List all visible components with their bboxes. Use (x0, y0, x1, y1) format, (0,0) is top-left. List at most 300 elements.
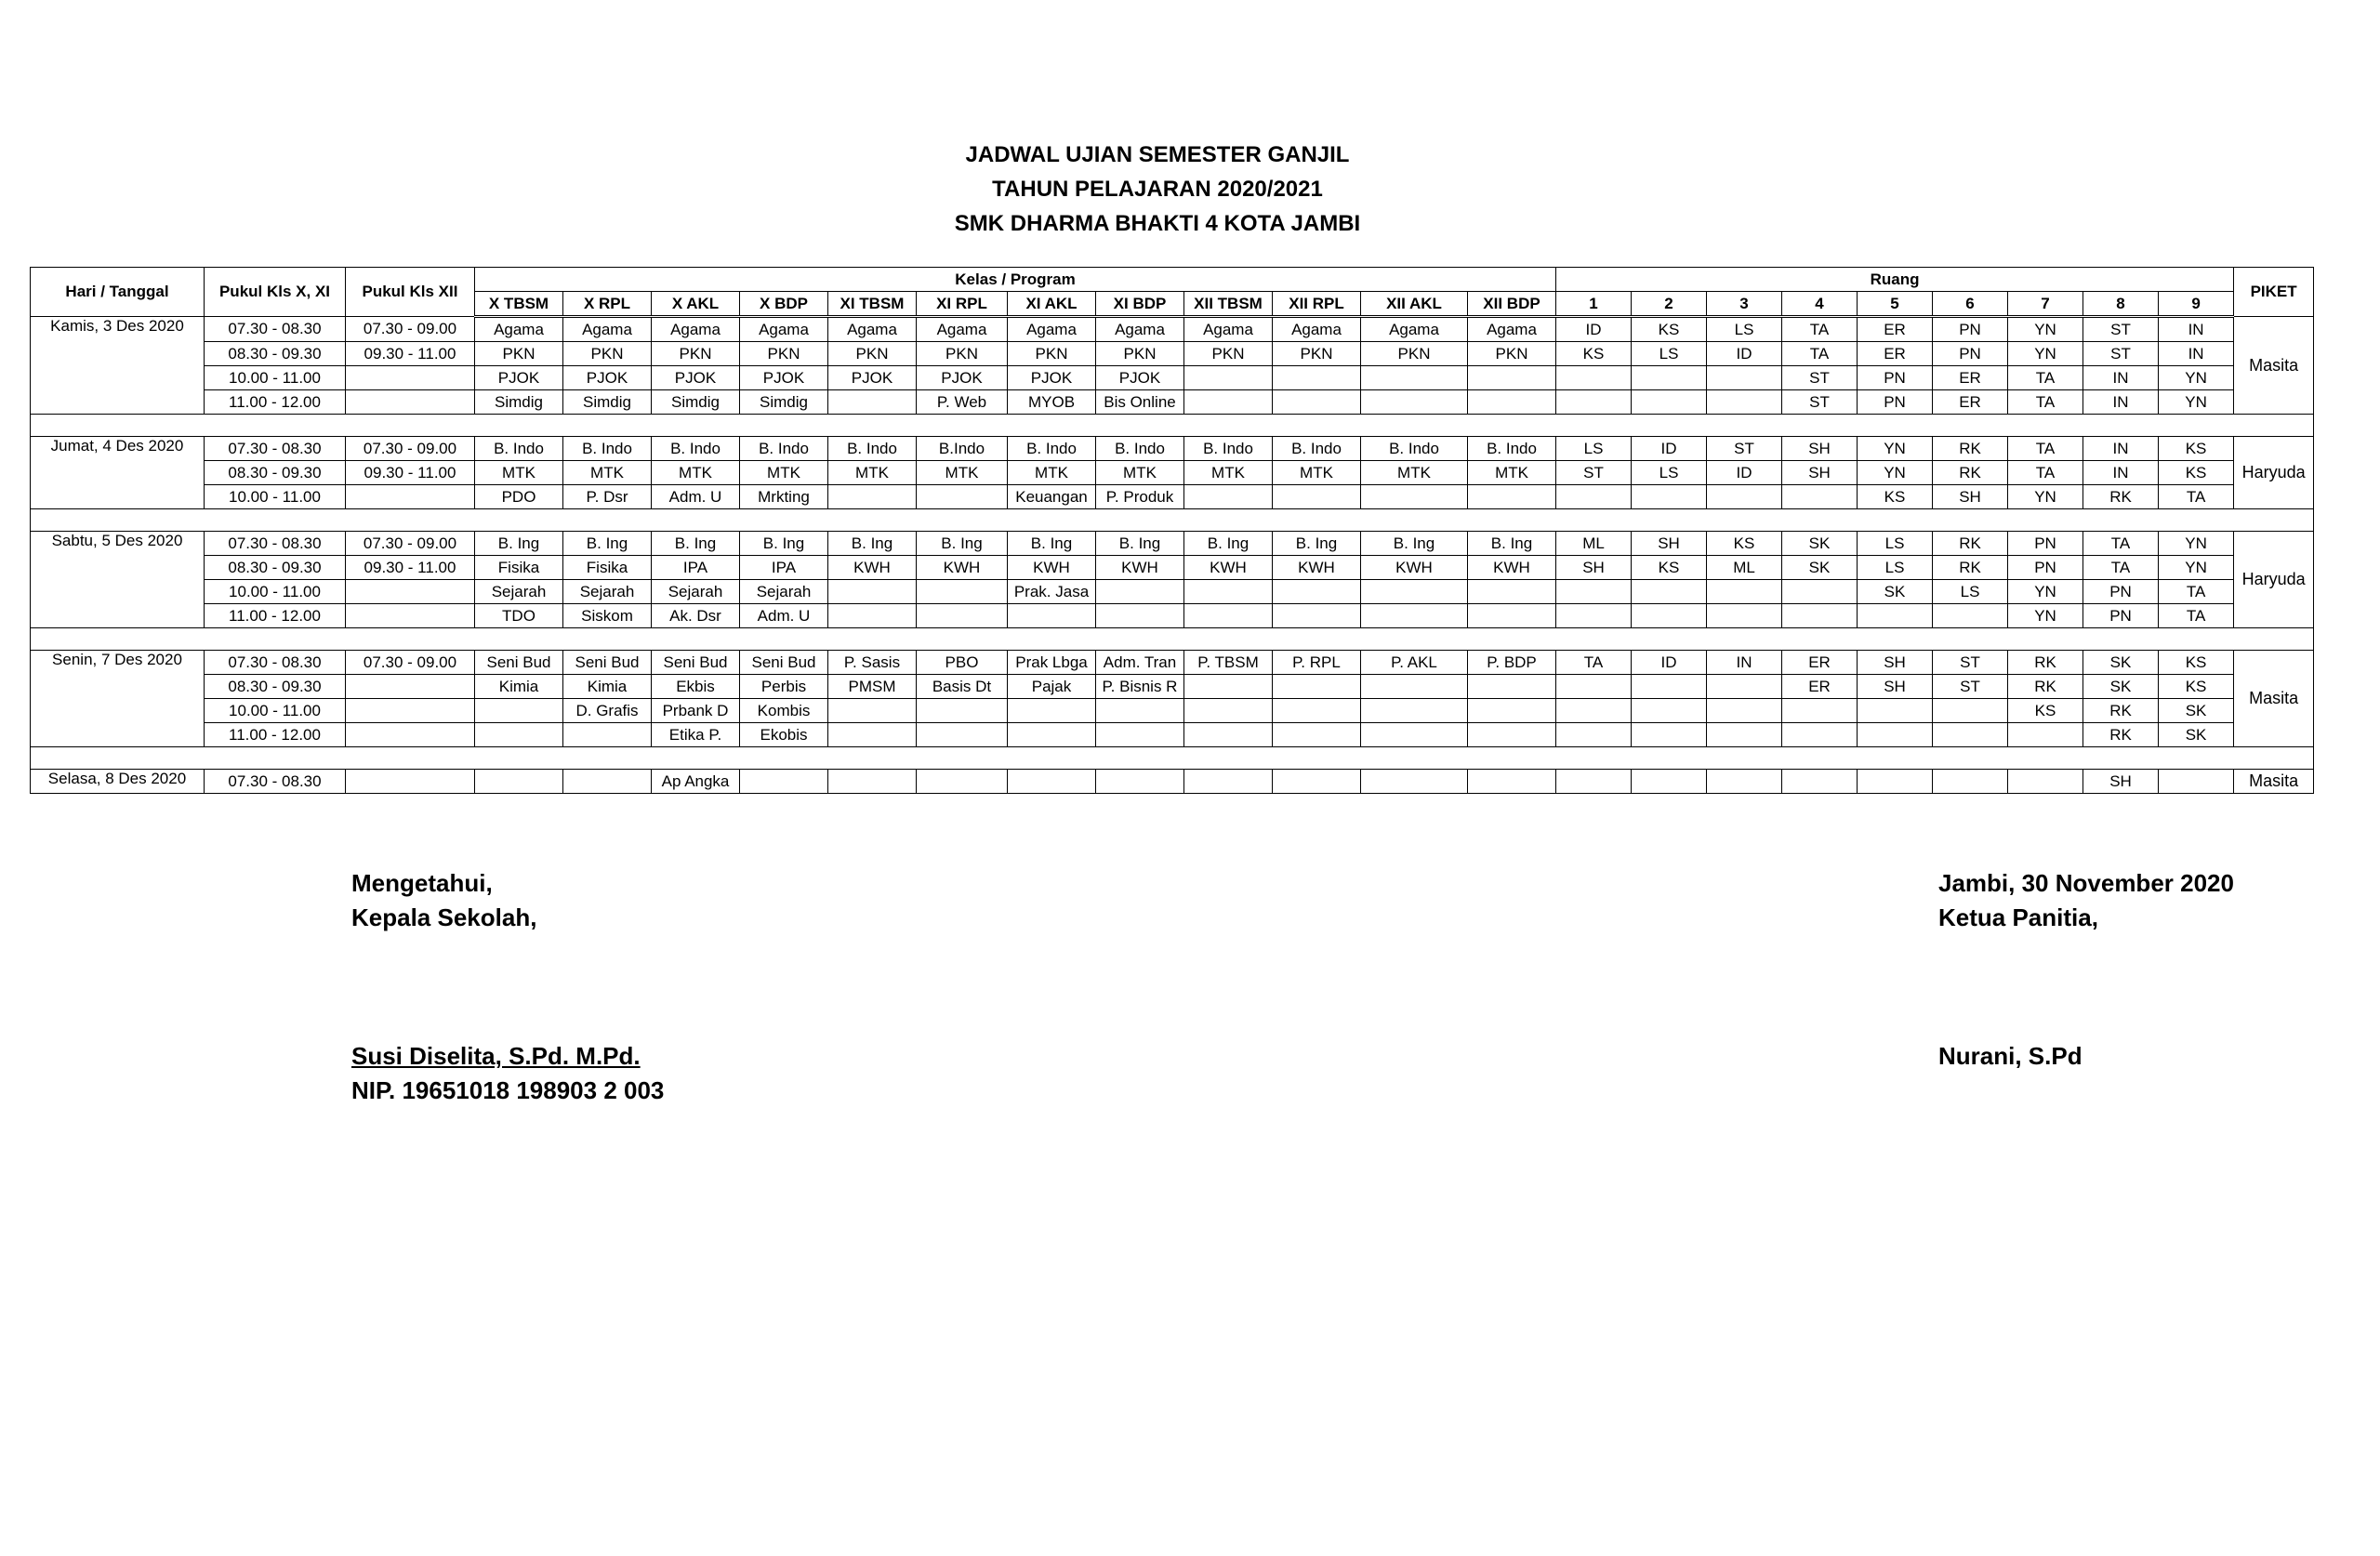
room-proctor-cell (1632, 390, 1707, 415)
subject-cell (917, 723, 1008, 747)
subject-cell: MTK (1361, 461, 1468, 485)
subject-cell (917, 485, 1008, 509)
subject-cell: PKN (475, 342, 563, 366)
subject-cell: PDO (475, 485, 563, 509)
subject-cell: Agama (828, 317, 917, 342)
subject-cell: P. Sasis (828, 651, 917, 675)
time-x-xi-cell: 07.30 - 08.30 (205, 770, 346, 794)
subject-cell (1468, 699, 1556, 723)
room-proctor-cell: TA (2008, 461, 2083, 485)
subject-cell (1468, 604, 1556, 628)
room-proctor-cell: LS (1707, 317, 1782, 342)
subject-cell: B. Ing (1008, 532, 1096, 556)
subject-cell: MTK (828, 461, 917, 485)
subject-cell: PKN (1361, 342, 1468, 366)
room-proctor-cell: SH (1556, 556, 1632, 580)
time-x-xi-cell: 07.30 - 08.30 (205, 651, 346, 675)
room-proctor-cell (1632, 770, 1707, 794)
subject-cell (1273, 604, 1361, 628)
room-proctor-cell: PN (1933, 342, 2008, 366)
subject-cell: KWH (1468, 556, 1556, 580)
time-xii-cell (346, 723, 475, 747)
time-x-xi-cell: 10.00 - 11.00 (205, 699, 346, 723)
subject-cell (1184, 366, 1273, 390)
room-proctor-cell: RK (2083, 723, 2159, 747)
room-proctor-cell: YN (2159, 532, 2234, 556)
time-x-xi-cell: 08.30 - 09.30 (205, 342, 346, 366)
subject-cell (1096, 770, 1184, 794)
room-proctor-cell: ML (1556, 532, 1632, 556)
subject-cell: Agama (475, 317, 563, 342)
room-proctor-cell: PN (1933, 317, 2008, 342)
room-proctor-cell (1933, 770, 2008, 794)
subject-cell: B. Indo (652, 437, 740, 461)
subject-cell: MTK (740, 461, 828, 485)
piket-cell: Haryuda (2234, 437, 2314, 509)
table-row (31, 604, 2314, 628)
time-xii-cell (346, 675, 475, 699)
day-separator (31, 509, 2314, 532)
table-row (31, 723, 2314, 747)
room-proctor-cell: IN (2083, 437, 2159, 461)
header-hari: Hari / Tanggal (31, 268, 205, 317)
header-kelas-1: X RPL (563, 292, 652, 317)
subject-cell (1096, 604, 1184, 628)
subject-cell: PKN (1468, 342, 1556, 366)
day-separator (31, 415, 2314, 437)
subject-cell: B. Indo (1008, 437, 1096, 461)
room-proctor-cell: YN (2159, 556, 2234, 580)
room-proctor-cell (2008, 770, 2083, 794)
room-proctor-cell: PN (2008, 556, 2083, 580)
room-proctor-cell: PN (2083, 580, 2159, 604)
subject-cell (917, 699, 1008, 723)
header-row-1 (31, 268, 2314, 292)
room-proctor-cell: ST (1933, 675, 2008, 699)
title-line-2: TAHUN PELAJARAN 2020/2021 (992, 177, 1323, 202)
subject-cell: PKN (828, 342, 917, 366)
room-proctor-cell: YN (1858, 437, 1933, 461)
time-x-xi-cell: 11.00 - 12.00 (205, 604, 346, 628)
subject-cell (1184, 675, 1273, 699)
subject-cell (1361, 604, 1468, 628)
subject-cell: B. Indo (1096, 437, 1184, 461)
room-proctor-cell: YN (2008, 604, 2083, 628)
table-row (31, 485, 2314, 509)
subject-cell (828, 390, 917, 415)
subject-cell (1361, 723, 1468, 747)
subject-cell: MTK (1096, 461, 1184, 485)
time-x-xi-cell: 10.00 - 11.00 (205, 580, 346, 604)
subject-cell: Agama (1008, 317, 1096, 342)
room-proctor-cell (1707, 366, 1782, 390)
subject-cell: Seni Bud (652, 651, 740, 675)
subject-cell: KWH (1008, 556, 1096, 580)
title-line-1: JADWAL UJIAN SEMESTER GANJIL (965, 142, 1350, 167)
room-proctor-cell: KS (1632, 556, 1707, 580)
room-proctor-cell (1933, 699, 2008, 723)
subject-cell (1008, 604, 1096, 628)
room-proctor-cell: IN (1707, 651, 1782, 675)
room-proctor-cell (1933, 723, 2008, 747)
room-proctor-cell: ID (1556, 317, 1632, 342)
subject-cell: Bis Online (1096, 390, 1184, 415)
room-proctor-cell: KS (2159, 461, 2234, 485)
subject-cell (1361, 390, 1468, 415)
subject-cell: Agama (740, 317, 828, 342)
room-proctor-cell (1707, 699, 1782, 723)
piket-cell: Masita (2234, 651, 2314, 747)
subject-cell: PJOK (1008, 366, 1096, 390)
subject-cell: Prak Lbga (1008, 651, 1096, 675)
subject-cell: P. Bisnis R (1096, 675, 1184, 699)
room-proctor-cell: RK (1933, 532, 2008, 556)
subject-cell: Keuangan (1008, 485, 1096, 509)
subject-cell: Agama (1361, 317, 1468, 342)
table-row (31, 366, 2314, 390)
subject-cell: Sejarah (563, 580, 652, 604)
subject-cell (1273, 390, 1361, 415)
room-proctor-cell: RK (1933, 461, 2008, 485)
piket-cell: Haryuda (2234, 532, 2314, 628)
time-xii-cell: 07.30 - 09.00 (346, 651, 475, 675)
subject-cell (1096, 580, 1184, 604)
room-proctor-cell: TA (2159, 580, 2234, 604)
day-date-cell: Senin, 7 Des 2020 (31, 651, 205, 747)
room-proctor-cell: ER (1933, 366, 2008, 390)
exam-schedule-table (30, 267, 2314, 794)
subject-cell (1096, 699, 1184, 723)
subject-cell: B.Indo (917, 437, 1008, 461)
subject-cell (1361, 366, 1468, 390)
subject-cell: MYOB (1008, 390, 1096, 415)
room-proctor-cell (1858, 604, 1933, 628)
subject-cell: Agama (1273, 317, 1361, 342)
signature-left (351, 866, 664, 1108)
subject-cell: Agama (917, 317, 1008, 342)
subject-cell (917, 580, 1008, 604)
room-proctor-cell: ST (2083, 317, 2159, 342)
subject-cell: PKN (1096, 342, 1184, 366)
room-proctor-cell (2159, 770, 2234, 794)
header-kelas-2: X AKL (652, 292, 740, 317)
room-proctor-cell: IN (2083, 366, 2159, 390)
day-date-cell: Kamis, 3 Des 2020 (31, 317, 205, 415)
principal-name: Susi Diselita, S.Pd. M.Pd. (351, 1042, 641, 1070)
room-proctor-cell (1707, 770, 1782, 794)
time-x-xi-cell: 07.30 - 08.30 (205, 437, 346, 461)
room-proctor-cell: IN (2159, 342, 2234, 366)
room-proctor-cell: TA (1556, 651, 1632, 675)
room-proctor-cell: ST (1782, 366, 1858, 390)
room-proctor-cell: LS (1933, 580, 2008, 604)
room-proctor-cell: SH (1782, 461, 1858, 485)
header-kelas-6: XI AKL (1008, 292, 1096, 317)
subject-cell: P. Dsr (563, 485, 652, 509)
table-row (31, 675, 2314, 699)
room-proctor-cell (1632, 604, 1707, 628)
room-proctor-cell (1556, 366, 1632, 390)
subject-cell: Adm. U (652, 485, 740, 509)
subject-cell (828, 699, 917, 723)
room-proctor-cell (1556, 699, 1632, 723)
room-proctor-cell (1782, 485, 1858, 509)
subject-cell: PJOK (828, 366, 917, 390)
place-date: Jambi, 30 November 2020 (1938, 869, 2234, 897)
day-date-cell: Jumat, 4 Des 2020 (31, 437, 205, 509)
time-xii-cell: 07.30 - 09.00 (346, 532, 475, 556)
room-proctor-cell (1707, 723, 1782, 747)
subject-cell: KWH (1361, 556, 1468, 580)
room-proctor-cell: ER (1933, 390, 2008, 415)
subject-cell (1184, 723, 1273, 747)
table-row (31, 651, 2314, 675)
room-proctor-cell: ER (1782, 675, 1858, 699)
header-kelas-10: XII AKL (1361, 292, 1468, 317)
subject-cell: MTK (563, 461, 652, 485)
subject-cell: MTK (652, 461, 740, 485)
room-proctor-cell (1632, 675, 1707, 699)
subject-cell (1468, 580, 1556, 604)
subject-cell: PBO (917, 651, 1008, 675)
room-proctor-cell: TA (2159, 604, 2234, 628)
subject-cell (1273, 675, 1361, 699)
subject-cell: Agama (1184, 317, 1273, 342)
room-proctor-cell: KS (2159, 675, 2234, 699)
room-proctor-cell: YN (2008, 317, 2083, 342)
subject-cell (1361, 580, 1468, 604)
room-proctor-cell (1707, 390, 1782, 415)
room-proctor-cell: KS (2008, 699, 2083, 723)
subject-cell (1184, 580, 1273, 604)
subject-cell: B. Ing (1096, 532, 1184, 556)
room-proctor-cell: ER (1858, 317, 1933, 342)
header-kelas-9: XII RPL (1273, 292, 1361, 317)
room-proctor-cell: SK (1782, 556, 1858, 580)
subject-cell (1361, 485, 1468, 509)
subject-cell: Agama (652, 317, 740, 342)
subject-cell: KWH (828, 556, 917, 580)
header-ruang-3: 4 (1782, 292, 1858, 317)
subject-cell (1096, 723, 1184, 747)
subject-cell (475, 699, 563, 723)
room-proctor-cell: SK (1782, 532, 1858, 556)
time-xii-cell (346, 604, 475, 628)
header-kelas-3: X BDP (740, 292, 828, 317)
time-xii-cell (346, 770, 475, 794)
subject-cell: P. BDP (1468, 651, 1556, 675)
day-date-cell: Selasa, 8 Des 2020 (31, 770, 205, 794)
subject-cell (1361, 675, 1468, 699)
subject-cell: TDO (475, 604, 563, 628)
time-x-xi-cell: 10.00 - 11.00 (205, 366, 346, 390)
room-proctor-cell (1632, 699, 1707, 723)
subject-cell: Simdig (740, 390, 828, 415)
header-ruang-1: 2 (1632, 292, 1707, 317)
header-ruang-4: 5 (1858, 292, 1933, 317)
room-proctor-cell (1556, 675, 1632, 699)
room-proctor-cell: LS (1858, 532, 1933, 556)
subject-cell: B. Ing (740, 532, 828, 556)
room-proctor-cell: ML (1707, 556, 1782, 580)
subject-cell (1468, 723, 1556, 747)
subject-cell (475, 723, 563, 747)
table-row (31, 699, 2314, 723)
subject-cell: IPA (740, 556, 828, 580)
subject-cell: Kombis (740, 699, 828, 723)
room-proctor-cell (1782, 770, 1858, 794)
piket-cell: Masita (2234, 770, 2314, 794)
header-kelas-group: Kelas / Program (475, 268, 1556, 292)
time-x-xi-cell: 07.30 - 08.30 (205, 317, 346, 342)
table-row (31, 532, 2314, 556)
subject-cell: Mrkting (740, 485, 828, 509)
subject-cell: Ekbis (652, 675, 740, 699)
subject-cell: KWH (917, 556, 1008, 580)
room-proctor-cell (1556, 485, 1632, 509)
time-x-xi-cell: 07.30 - 08.30 (205, 532, 346, 556)
time-x-xi-cell: 08.30 - 09.30 (205, 556, 346, 580)
room-proctor-cell: KS (2159, 437, 2234, 461)
room-proctor-cell (1782, 699, 1858, 723)
room-proctor-cell: TA (2008, 437, 2083, 461)
room-proctor-cell: KS (1707, 532, 1782, 556)
subject-cell: PMSM (828, 675, 917, 699)
subject-cell (828, 723, 917, 747)
table-row (31, 580, 2314, 604)
subject-cell: MTK (1468, 461, 1556, 485)
subject-cell: Ekobis (740, 723, 828, 747)
room-proctor-cell: ST (1556, 461, 1632, 485)
time-xii-cell (346, 699, 475, 723)
subject-cell: B. Indo (1184, 437, 1273, 461)
subject-cell (1273, 366, 1361, 390)
subject-cell: Agama (1468, 317, 1556, 342)
room-proctor-cell: SH (1858, 651, 1933, 675)
principal-title: Kepala Sekolah, (351, 903, 537, 931)
title-line-3: SMK DHARMA BHAKTI 4 KOTA JAMBI (954, 211, 1361, 236)
time-x-xi-cell: 10.00 - 11.00 (205, 485, 346, 509)
table-row (31, 342, 2314, 366)
room-proctor-cell: SK (2159, 699, 2234, 723)
subject-cell (828, 604, 917, 628)
subject-cell: B. Ing (652, 532, 740, 556)
room-proctor-cell (1632, 723, 1707, 747)
subject-cell: PKN (740, 342, 828, 366)
room-proctor-cell: YN (2008, 580, 2083, 604)
room-proctor-cell: ER (1782, 651, 1858, 675)
separator-cell (31, 509, 2314, 532)
room-proctor-cell: ID (1707, 461, 1782, 485)
room-proctor-cell: PN (2008, 532, 2083, 556)
subject-cell: Adm. U (740, 604, 828, 628)
subject-cell (1008, 699, 1096, 723)
header-ruang-2: 3 (1707, 292, 1782, 317)
room-proctor-cell: PN (2083, 604, 2159, 628)
subject-cell: PKN (563, 342, 652, 366)
room-proctor-cell: TA (1782, 317, 1858, 342)
subject-cell (475, 770, 563, 794)
room-proctor-cell: TA (2008, 390, 2083, 415)
day-separator (31, 747, 2314, 770)
header-ruang-5: 6 (1933, 292, 2008, 317)
subject-cell (1468, 390, 1556, 415)
room-proctor-cell: KS (1632, 317, 1707, 342)
room-proctor-cell (1556, 723, 1632, 747)
subject-cell: P. Web (917, 390, 1008, 415)
subject-cell: PKN (1273, 342, 1361, 366)
subject-cell: Seni Bud (563, 651, 652, 675)
time-xii-cell: 07.30 - 09.00 (346, 437, 475, 461)
room-proctor-cell: YN (2159, 390, 2234, 415)
separator-cell (31, 415, 2314, 437)
document-title (0, 138, 2315, 241)
room-proctor-cell: YN (2008, 342, 2083, 366)
header-ruang-0: 1 (1556, 292, 1632, 317)
room-proctor-cell: SK (2083, 675, 2159, 699)
subject-cell: Kimia (475, 675, 563, 699)
subject-cell: Agama (1096, 317, 1184, 342)
time-xii-cell: 07.30 - 09.00 (346, 317, 475, 342)
header-piket: PIKET (2234, 268, 2314, 317)
room-proctor-cell: YN (2008, 485, 2083, 509)
subject-cell: PJOK (917, 366, 1008, 390)
subject-cell: PJOK (1096, 366, 1184, 390)
room-proctor-cell: RK (2083, 485, 2159, 509)
subject-cell (828, 770, 917, 794)
room-proctor-cell (1707, 675, 1782, 699)
room-proctor-cell: SK (2083, 651, 2159, 675)
header-ruang-7: 8 (2083, 292, 2159, 317)
room-proctor-cell (1782, 604, 1858, 628)
room-proctor-cell: RK (1933, 437, 2008, 461)
room-proctor-cell: RK (2008, 675, 2083, 699)
room-proctor-cell: IN (2083, 461, 2159, 485)
principal-nip: NIP. 19651018 198903 2 003 (351, 1076, 665, 1104)
subject-cell (1273, 723, 1361, 747)
header-kelas-0: X TBSM (475, 292, 563, 317)
subject-cell: PJOK (740, 366, 828, 390)
time-x-xi-cell: 08.30 - 09.30 (205, 675, 346, 699)
room-proctor-cell (1556, 390, 1632, 415)
subject-cell: Siskom (563, 604, 652, 628)
subject-cell: KWH (1096, 556, 1184, 580)
subject-cell: B. Ing (1273, 532, 1361, 556)
room-proctor-cell: IN (2083, 390, 2159, 415)
time-xii-cell: 09.30 - 11.00 (346, 342, 475, 366)
time-x-xi-cell: 11.00 - 12.00 (205, 723, 346, 747)
room-proctor-cell: TA (2008, 366, 2083, 390)
room-proctor-cell: YN (2159, 366, 2234, 390)
room-proctor-cell: SH (1632, 532, 1707, 556)
subject-cell (1008, 770, 1096, 794)
subject-cell: PKN (652, 342, 740, 366)
header-kelas-8: XII TBSM (1184, 292, 1273, 317)
subject-cell: PJOK (475, 366, 563, 390)
header-pukul-xii: Pukul Kls XII (346, 268, 475, 317)
subject-cell: IPA (652, 556, 740, 580)
subject-cell (1273, 770, 1361, 794)
room-proctor-cell (2008, 723, 2083, 747)
room-proctor-cell: KS (2159, 651, 2234, 675)
subject-cell: B. Ing (917, 532, 1008, 556)
room-proctor-cell: TA (2083, 556, 2159, 580)
room-proctor-cell (1632, 485, 1707, 509)
room-proctor-cell: SH (1782, 437, 1858, 461)
subject-cell: B. Indo (828, 437, 917, 461)
subject-cell (1184, 604, 1273, 628)
acknowledge-label: Mengetahui, (351, 869, 493, 897)
